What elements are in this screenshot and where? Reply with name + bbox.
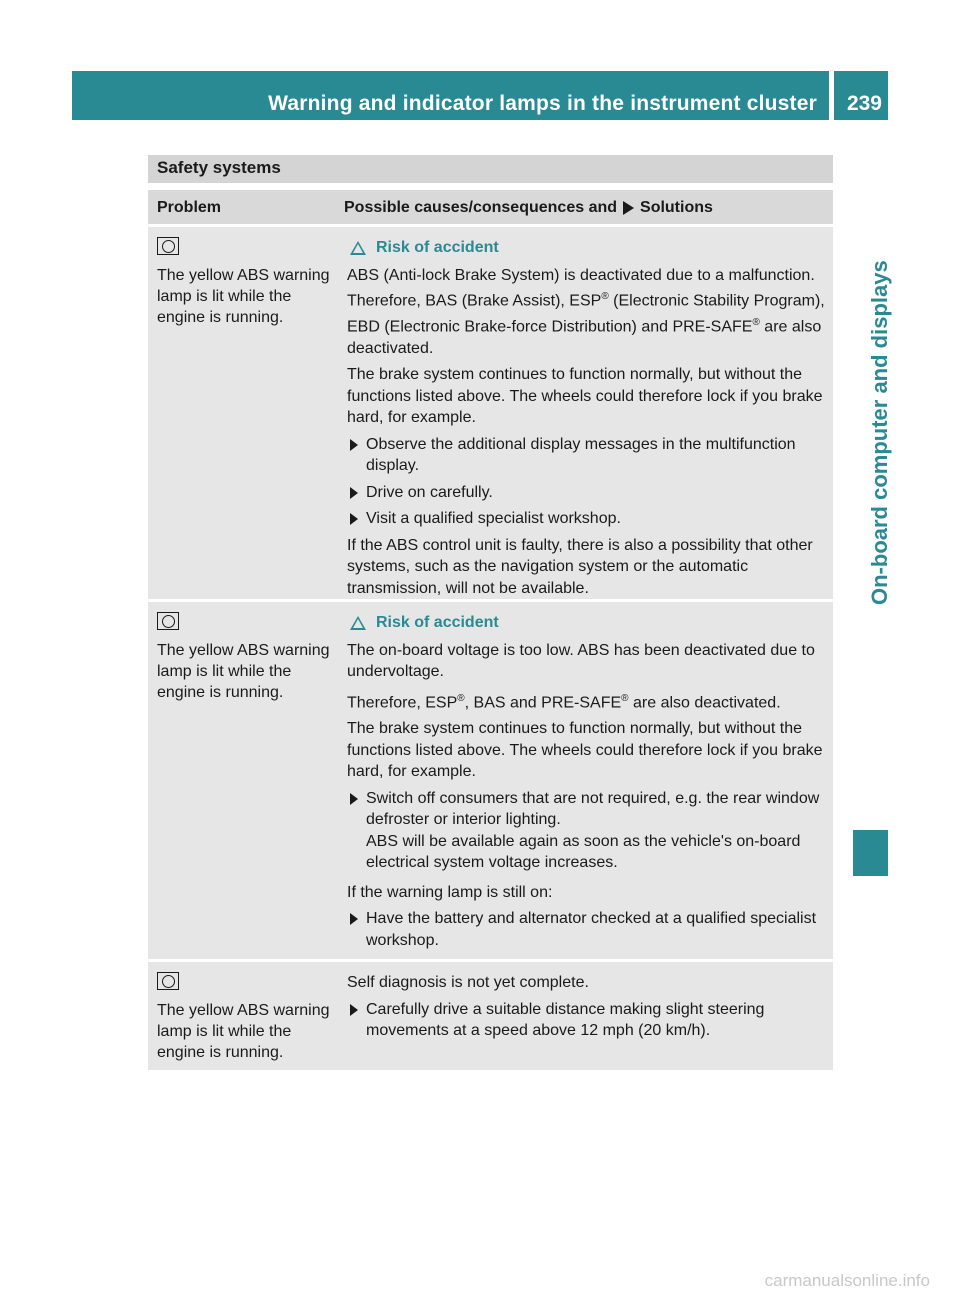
- paragraph: If the ABS control unit is faulty, there is also a possibility that other systems, such as the navigation system or the automatic transmission, will not be available.: [347, 536, 813, 597]
- problem-text: The yellow ABS warning lamp is lit while the engine is running.: [157, 267, 330, 326]
- step-arrow-icon: [350, 793, 358, 805]
- instruction-step: Drive on carefully.: [347, 482, 827, 504]
- paragraph: The brake system continues to function normally, but without the functions listed above. The wheels could therefore lock if you brake hard, for example.: [347, 720, 823, 781]
- step-arrow-icon: [350, 513, 358, 525]
- header-solutions: [335, 190, 833, 224]
- header-solutions-suffix: Solutions: [640, 199, 713, 216]
- warning-triangle-icon: [350, 241, 366, 255]
- warning-triangle-icon: [350, 616, 366, 630]
- table-row: [148, 962, 833, 1070]
- side-tab-label: On-board computer and displays: [867, 260, 892, 605]
- header-solutions-prefix: Possible causes/consequences and: [344, 199, 618, 216]
- risk-warning: [347, 237, 827, 259]
- paragraph: Therefore, ESP®, BAS and PRE-SAFE® are also deactivated.: [347, 692, 781, 711]
- step-arrow-icon: [350, 1004, 358, 1016]
- risk-warning-label: Risk of accident: [376, 614, 499, 631]
- side-marker-block: [853, 830, 888, 876]
- problem-text: The yellow ABS warning lamp is lit while the engine is running.: [157, 642, 330, 701]
- problem-cell: [148, 962, 335, 1070]
- abs-warning-lamp-icon: [157, 612, 179, 630]
- instruction-step: Observe the additional display messages in the multifunction display.: [347, 434, 827, 477]
- paragraph: If the warning lamp is still on:: [347, 883, 553, 901]
- problem-cell: [148, 227, 335, 599]
- risk-warning: [347, 612, 827, 634]
- paragraph: The brake system continues to function normally, but without the functions listed above. The wheels could therefore lock if you brake hard, for example.: [347, 366, 823, 427]
- solution-cell: [338, 962, 833, 1070]
- header-bar: [72, 71, 829, 120]
- paragraph: Self diagnosis is not yet complete.: [347, 974, 589, 991]
- instruction-step: Switch off consumers that are not required, e.g. the rear window defroster or interior lighting. ABS will be available again as soon as the vehicle's on-board electrical system voltage increases.: [347, 788, 827, 874]
- step-arrow-icon: [350, 487, 358, 499]
- step-arrow-icon: [350, 439, 358, 451]
- page-number: 239: [846, 92, 882, 115]
- instruction-step: Have the battery and alternator checked at a qualified specialist workshop.: [347, 908, 827, 951]
- watermark: carmanualsonline.info: [764, 1271, 930, 1290]
- page-header-title: Warning and indicator lamps in the instrument cluster: [268, 92, 817, 115]
- instruction-step: Visit a qualified specialist workshop.: [347, 508, 827, 530]
- table-header: [148, 190, 833, 224]
- safety-systems-table: [148, 190, 833, 1070]
- abs-warning-lamp-icon: [157, 972, 179, 990]
- header-problem: Problem: [157, 199, 222, 216]
- page-number-box: [834, 71, 888, 120]
- paragraph: The on-board voltage is too low. ABS has been deactivated due to undervoltage.: [347, 641, 815, 680]
- abs-warning-lamp-icon: [157, 237, 179, 255]
- instruction-step: Carefully drive a suitable distance making slight steering movements at a speed above 12 mph (20 km/h).: [347, 999, 827, 1042]
- risk-warning-label: Risk of accident: [376, 239, 499, 256]
- paragraph: ABS (Anti-lock Brake System) is deactivated due to a malfunction. Therefore, BAS (Brake Assist), ESP® (Electronic Stability Program), EBD (Electronic Brake-force Distribution) and PRE-SAFE® are also deactivated.: [347, 266, 825, 357]
- problem-text: The yellow ABS warning lamp is lit while the engine is running.: [157, 1002, 330, 1061]
- table-row: [148, 227, 833, 599]
- section-title: Safety systems: [148, 155, 833, 183]
- arrow-icon: [623, 201, 634, 215]
- solution-cell: [338, 227, 833, 599]
- step-arrow-icon: [350, 913, 358, 925]
- problem-cell: [148, 602, 335, 959]
- solution-cell: [338, 602, 833, 959]
- table-row: [148, 602, 833, 959]
